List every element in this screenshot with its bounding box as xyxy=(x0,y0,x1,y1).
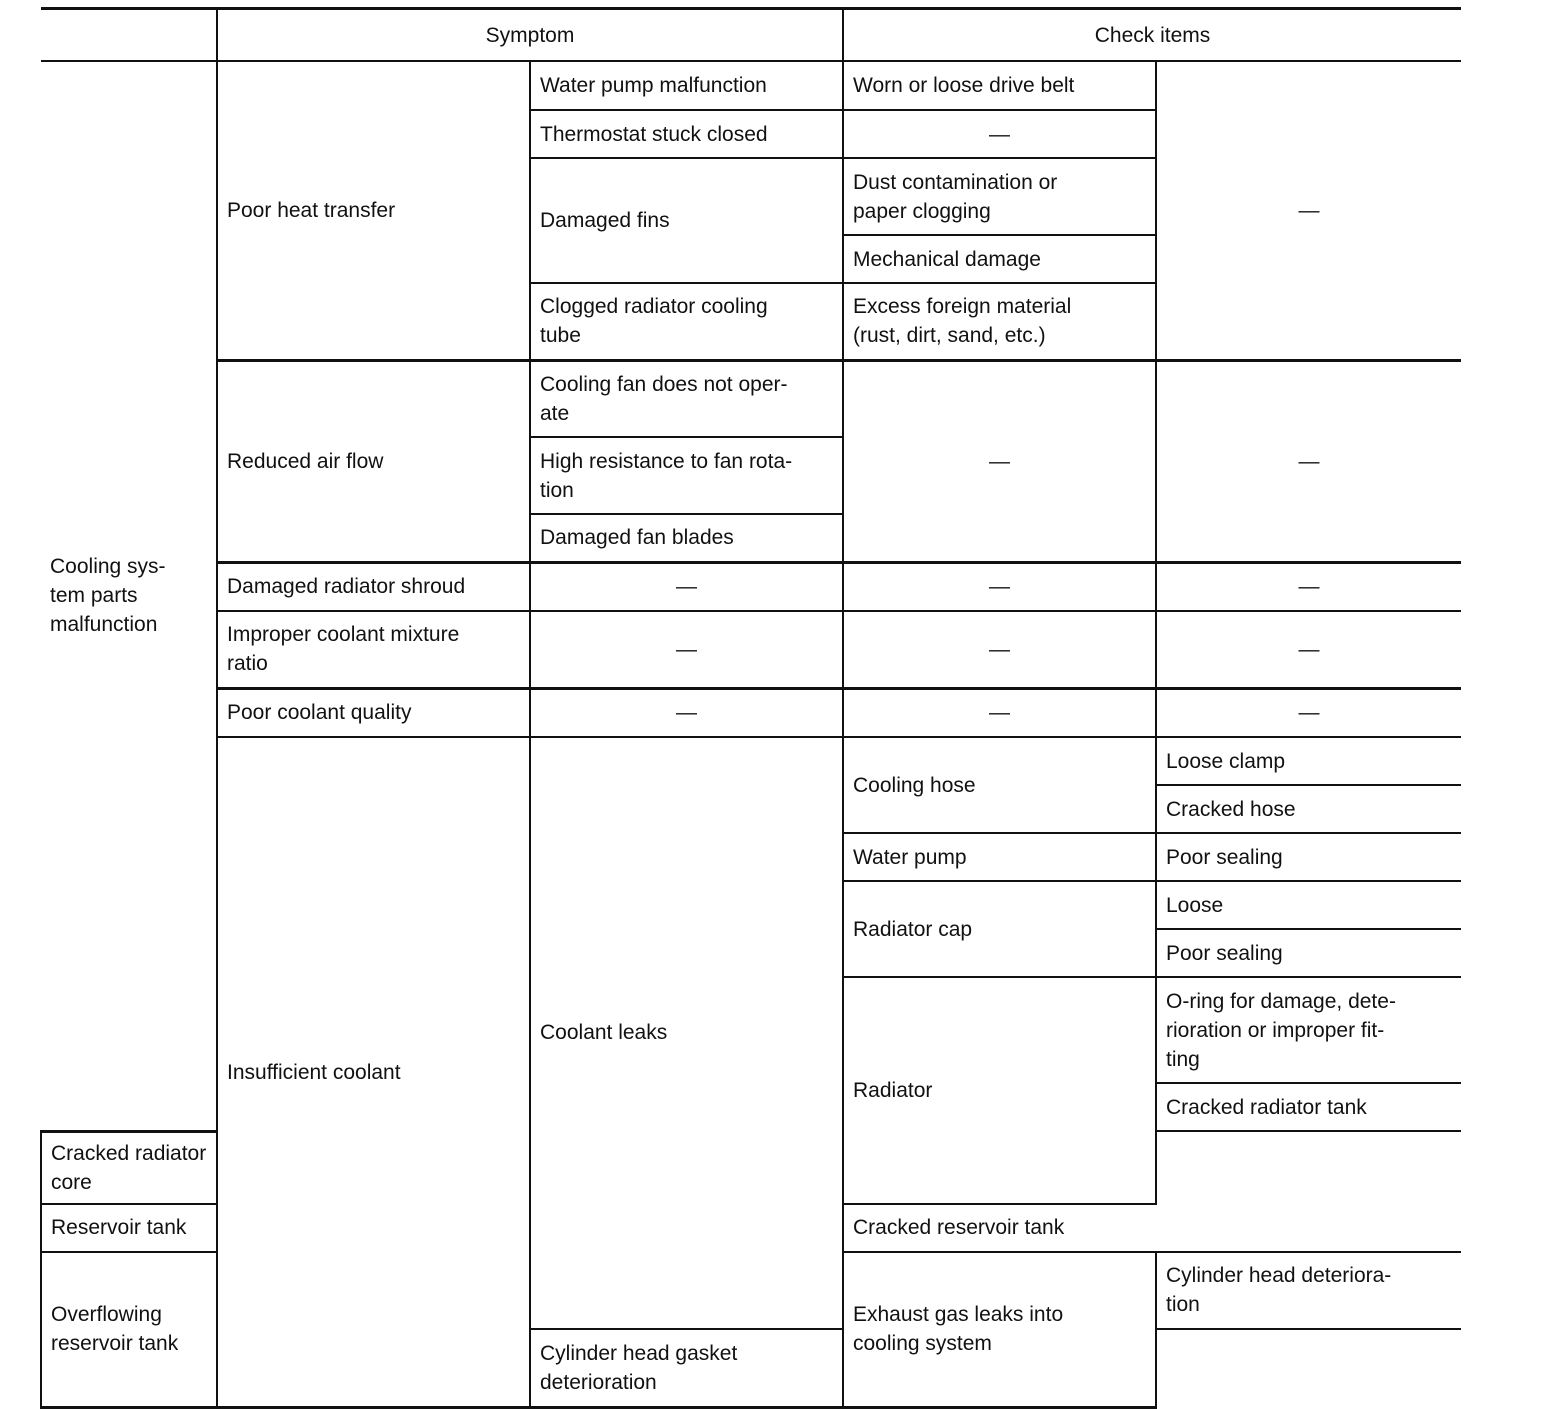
reduced-air-flow: Reduced air flow xyxy=(217,360,530,562)
damaged-fan-blades: Damaged fan blades xyxy=(530,514,843,562)
oring-damage: O-ring for damage, dete- rioration or improper fit- ting xyxy=(1156,977,1461,1083)
overflowing-reservoir-tank: Overflowing reservoir tank xyxy=(41,1252,217,1408)
cap-poor-sealing: Poor sealing xyxy=(1156,929,1461,977)
thermostat-dash: — xyxy=(843,110,1156,158)
worn-drive-belt: Worn or loose drive belt xyxy=(843,61,1156,110)
quality-dash-3: — xyxy=(1156,688,1461,737)
quality-dash-2: — xyxy=(843,688,1156,737)
category-cell: Cooling sys- tem parts malfunction xyxy=(41,61,217,1131)
loose-clamp: Loose clamp xyxy=(1156,737,1461,785)
header-blank xyxy=(41,9,217,62)
insufficient-coolant: Insufficient coolant xyxy=(217,737,530,1408)
airflow-detail-dash: — xyxy=(1156,360,1461,562)
poor-heat-transfer: Poor heat transfer xyxy=(217,61,530,360)
header-symptom: Symptom xyxy=(217,9,843,62)
shroud-dash-3: — xyxy=(1156,562,1461,611)
water-pump-poor-sealing: Poor sealing xyxy=(1156,833,1461,881)
water-pump: Water pump xyxy=(843,833,1156,881)
thermostat-stuck: Thermostat stuck closed xyxy=(530,110,843,158)
shroud-dash-1: — xyxy=(530,562,843,611)
header-check-items: Check items xyxy=(843,9,1461,62)
exhaust-gas-leaks: Exhaust gas leaks into cooling system xyxy=(843,1252,1156,1408)
poor-coolant-quality: Poor coolant quality xyxy=(217,688,530,737)
water-pump-malfunction: Water pump malfunction xyxy=(530,61,843,110)
cap-loose: Loose xyxy=(1156,881,1461,929)
fan-not-operate: Cooling fan does not oper- ate xyxy=(530,360,843,437)
shroud-dash-2: — xyxy=(843,562,1156,611)
radiator: Radiator xyxy=(843,977,1156,1204)
cracked-hose: Cracked hose xyxy=(1156,785,1461,833)
cracked-radiator-core: Cracked radiator core xyxy=(41,1131,217,1204)
poor-heat-dash: — xyxy=(1156,61,1461,360)
fan-rotation-resistance: High resistance to fan rota- tion xyxy=(530,437,843,514)
dust-contamination: Dust contamination or paper clogging xyxy=(843,158,1156,235)
symptom-check-table xyxy=(40,7,1461,1409)
quality-dash-1: — xyxy=(530,688,843,737)
cylinder-head-gasket: Cylinder head gasket deterioration xyxy=(530,1329,843,1408)
cracked-radiator-tank: Cracked radiator tank xyxy=(1156,1083,1461,1131)
mixture-dash-1: — xyxy=(530,611,843,688)
mixture-dash-2: — xyxy=(843,611,1156,688)
improper-coolant-mixture: Improper coolant mixture ratio xyxy=(217,611,530,688)
excess-foreign-material: Excess foreign material (rust, dirt, sand, etc.) xyxy=(843,283,1156,360)
mechanical-damage: Mechanical damage xyxy=(843,235,1156,283)
cylinder-head-deterioration: Cylinder head deteriora- tion xyxy=(1156,1252,1461,1329)
cooling-hose: Cooling hose xyxy=(843,737,1156,833)
clogged-cooling-tube: Clogged radiator cooling tube xyxy=(530,283,843,360)
damaged-radiator-shroud: Damaged radiator shroud xyxy=(217,562,530,611)
radiator-cap: Radiator cap xyxy=(843,881,1156,977)
damaged-fins: Damaged fins xyxy=(530,158,843,283)
cracked-reservoir-tank: Cracked reservoir tank xyxy=(843,1204,1156,1252)
airflow-check-dash: — xyxy=(843,360,1156,562)
coolant-leaks: Coolant leaks xyxy=(530,737,843,1329)
mixture-dash-3: — xyxy=(1156,611,1461,688)
reservoir-tank: Reservoir tank xyxy=(41,1204,217,1252)
